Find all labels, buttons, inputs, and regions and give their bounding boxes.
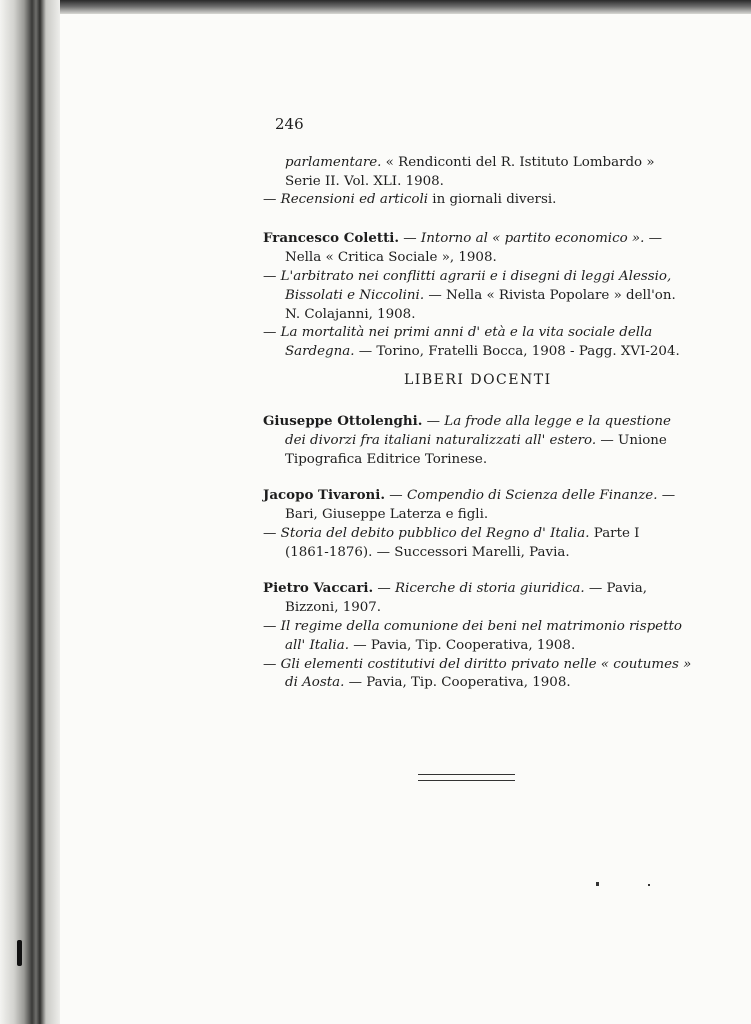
text-line: — L'arbitrato nei conflitti agrarii e i disegni di leggi Alessio, xyxy=(263,269,672,284)
text-line: Nella « Critica Sociale », 1908. xyxy=(285,250,497,265)
text-line: Bizzoni, 1907. xyxy=(285,600,382,615)
text-line: Tipografica Editrice Torinese. xyxy=(285,452,488,467)
text-line: Francesco Coletti. — Intorno al « partito economico ». — xyxy=(263,230,662,246)
author-name: Giuseppe Ottolenghi. xyxy=(263,413,423,429)
text-line: — Il regime della comunione dei beni nel matrimonio rispetto xyxy=(263,619,682,634)
text-line: Jacopo Tivaroni. — Compendio di Scienza delle Finanze. — xyxy=(263,487,676,503)
text-line: Bari, Giuseppe Laterza e figli. xyxy=(285,507,489,522)
page-number: 246 xyxy=(275,115,304,133)
section-heading: LIBERI DOCENTI xyxy=(404,372,552,388)
text-line: — La mortalità nei primi anni d' età e la vita sociale della xyxy=(263,325,653,340)
scan-speck xyxy=(596,882,599,886)
scan-top-edge xyxy=(0,0,751,14)
text-line: N. Colajanni, 1908. xyxy=(285,307,416,322)
text-line: dei divorzi fra italiani naturalizzati all' estero. — Unione xyxy=(285,433,667,448)
text-line: Serie II. Vol. XLI. 1908. xyxy=(285,174,444,189)
end-double-rule xyxy=(418,774,515,781)
text-line: (1861-1876). — Successori Marelli, Pavia. xyxy=(285,545,570,560)
text-line: — Recensioni ed articoli in giornali diversi. xyxy=(263,192,557,207)
author-name: Jacopo Tivaroni. xyxy=(263,487,386,503)
binding-mark xyxy=(17,940,22,966)
text-line: Sardegna. — Torino, Fratelli Bocca, 1908 - Pagg. XVI-204. xyxy=(285,344,680,359)
text-line: parlamentare. « Rendiconti del R. Istituto Lombardo » xyxy=(285,155,655,170)
text-line: Giuseppe Ottolenghi. — La frode alla legge e la questione xyxy=(263,413,671,429)
author-name: Pietro Vaccari. xyxy=(263,580,374,596)
author-name: Francesco Coletti. xyxy=(263,230,400,246)
scan-speck xyxy=(648,884,650,886)
text-line: — Storia del debito pubblico del Regno d' Italia. Parte I xyxy=(263,526,640,541)
text-line: di Aosta. — Pavia, Tip. Cooperativa, 1908. xyxy=(285,675,571,690)
text-line: all' Italia. — Pavia, Tip. Cooperativa, 1908. xyxy=(285,638,576,653)
text-line: Bissolati e Niccolini. — Nella « Rivista Popolare » dell'on. xyxy=(285,288,676,303)
text-line: Pietro Vaccari. — Ricerche di storia giuridica. — Pavia, xyxy=(263,580,648,596)
text-line: — Gli elementi costitutivi del diritto privato nelle « coutumes » xyxy=(263,657,692,672)
book-binding-edge xyxy=(0,0,60,1024)
